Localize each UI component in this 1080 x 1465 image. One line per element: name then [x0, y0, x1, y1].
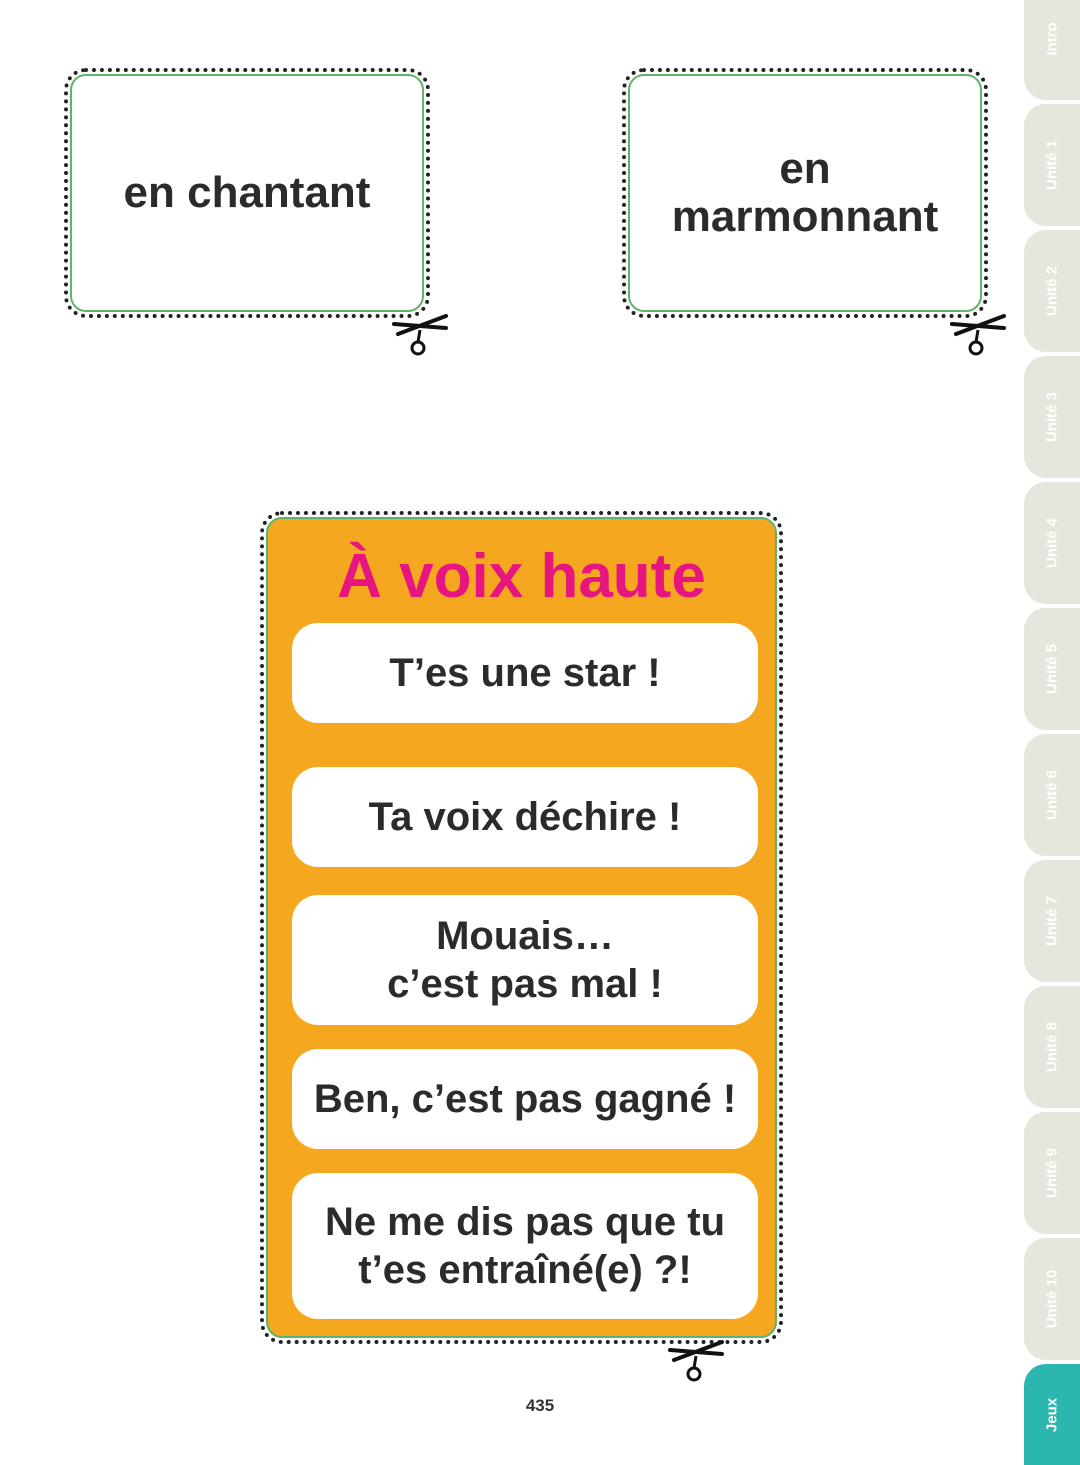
phrase-card: Ta voix déchire !	[292, 767, 758, 867]
word-card-inner	[70, 74, 424, 312]
tab-jeux[interactable]: Jeux	[1024, 1364, 1080, 1465]
voice-card-inner	[266, 517, 777, 1338]
word-card-inner	[628, 74, 982, 312]
word-card-text: en chantant	[123, 168, 371, 217]
side-tabs	[1024, 0, 1080, 1465]
tab-intro[interactable]: Intro	[1024, 0, 1080, 100]
tab-unite-2[interactable]: Unité 2	[1024, 230, 1080, 352]
scissors-icon	[948, 310, 1008, 360]
word-card-en-chantant	[64, 68, 430, 318]
tab-unite-1[interactable]: Unité 1	[1024, 104, 1080, 226]
phrase-card: Mouais… c’est pas mal !	[292, 895, 758, 1025]
word-card-en-marmonnant	[622, 68, 988, 318]
tab-unite-10[interactable]: Unité 10	[1024, 1238, 1080, 1360]
tab-unite-7[interactable]: Unité 7	[1024, 860, 1080, 982]
word-card-text: en marmonnant	[671, 144, 939, 241]
phrase-card: Ben, c’est pas gagné !	[292, 1049, 758, 1149]
tab-unite-5[interactable]: Unité 5	[1024, 608, 1080, 730]
tab-unite-9[interactable]: Unité 9	[1024, 1112, 1080, 1234]
tab-unite-8[interactable]: Unité 8	[1024, 986, 1080, 1108]
tab-unite-3[interactable]: Unité 3	[1024, 356, 1080, 478]
phrase-card: T’es une star !	[292, 623, 758, 723]
tab-unite-4[interactable]: Unité 4	[1024, 482, 1080, 604]
scissors-icon	[666, 1336, 726, 1386]
page-number: 435	[525, 1396, 555, 1415]
scissors-icon	[390, 310, 450, 360]
tab-unite-6[interactable]: Unité 6	[1024, 734, 1080, 856]
voice-card	[260, 511, 783, 1344]
phrase-card: Ne me dis pas que tu t’es entraîné(e) ?!	[292, 1173, 758, 1319]
voice-card-title: À voix haute	[337, 542, 706, 611]
